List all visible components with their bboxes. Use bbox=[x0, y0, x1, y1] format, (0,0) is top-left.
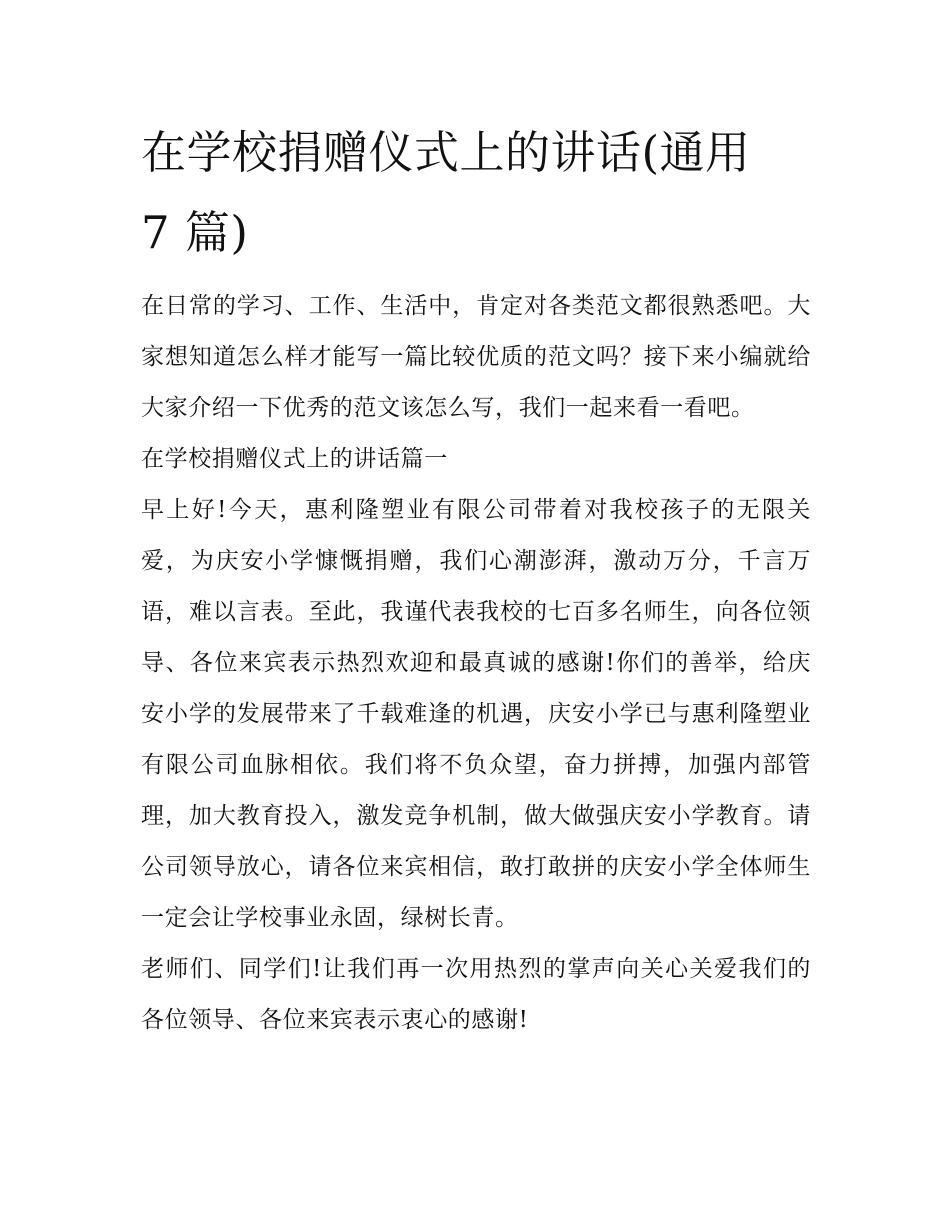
body-paragraph-2: 老师们、同学们!让我们再一次用热烈的掌声向关心关爱我们的各位领导、各位来宾表示衷心的感谢! bbox=[141, 956, 811, 1033]
document-title bbox=[141, 113, 811, 273]
title-line-2: 7 篇) bbox=[141, 206, 249, 259]
intro-paragraph: 在日常的学习、工作、生活中，肯定对各类范文都很熟悉吧。大家想知道怎么样才能写一篇比较优质的范文吗？接下来小编就给大家介绍一下优秀的范文该怎么写，我们一起来看一看吧。 bbox=[141, 293, 811, 421]
title-line-1: 在学校捐赠仪式上的讲话(通用 bbox=[141, 126, 751, 179]
document-body bbox=[141, 113, 811, 1046]
section-heading: 在学校捐赠仪式上的讲话篇一 bbox=[141, 446, 448, 472]
body-paragraph-1: 早上好!今天，惠利隆塑业有限公司带着对我校孩子的无限关爱，为庆安小学慷慨捐赠，我们心潮澎湃，激动万分，千言万语，难以言表。至此，我谨代表我校的七百多名师生，向各位领导、各位来宾表示热烈欢迎和最真诚的感谢!你们的善举，给庆安小学的发展带来了千载难逢的机遇，庆安小学已与惠利隆塑业有限公司血脉相依。我们将不负众望，奋力拼搏，加强内部管理，加大教育投入，激发竞争机制，做大做强庆安小学教育。请公司领导放心，请各位来宾相信，敢打敢拼的庆安小学全体师生一定会让学校事业永固，绿树长青。 bbox=[141, 497, 811, 931]
